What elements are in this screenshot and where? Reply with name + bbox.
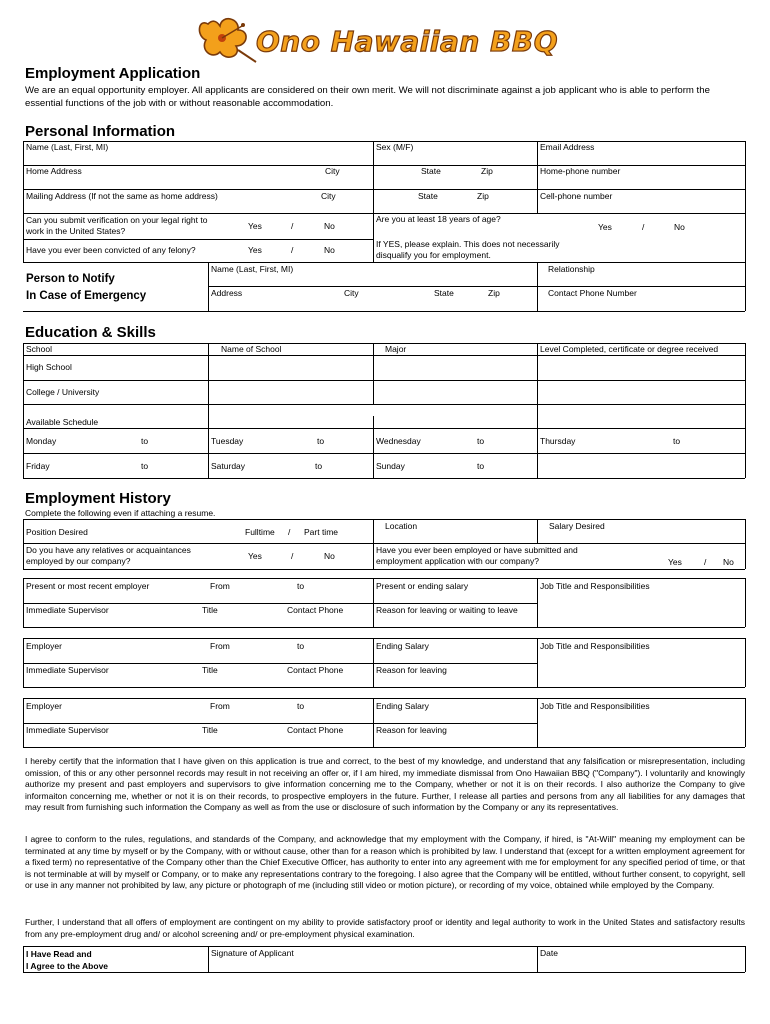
employer2-phone-label: Contact Phone [287,665,344,675]
employer2-responsibilities-label: Job Title and Responsibilities [540,641,650,651]
high-school-level-field[interactable] [538,356,744,379]
verify-slash: / [291,221,294,231]
employer2-name-field[interactable] [24,651,372,662]
sunday-label: Sunday [376,461,405,471]
intro-text: We are an equal opportunity employer. All applicants are considered on their own merit. We will not discriminate against a job applicant who is able to perform the essential functions of the job with or without reasonable accommodation. [25,85,710,109]
recent-employer-label: Present or most recent employer [26,581,150,591]
employer2-title-label: Title [202,665,218,675]
saturday-to: to [315,461,323,471]
college-label: College / University [26,387,100,397]
offer-contingency-paragraph: Further, I understand that all offers of employment are contingent on my ability to provide satisfactory proof or identity and legal authority to work in the United States and satisfactory results from any pre-employment drug and/ or alcohol screening and/ or pre-employment physical examination. [25,917,745,939]
monday-to: to [141,436,149,446]
emergency-address-field[interactable] [209,298,536,310]
employer2-supervisor-field[interactable] [24,675,372,686]
emergency-phone-field[interactable] [538,298,744,310]
schedule-saturday-field[interactable] [209,454,372,477]
friday-label: Friday [26,461,50,471]
employer3-responsibilities-field[interactable] [538,711,744,746]
employer3-supervisor-field[interactable] [24,735,372,746]
tuesday-label: Tuesday [211,436,244,446]
level-col-header: Level Completed, certificate or degree received [540,344,719,354]
relatives-question: Do you have any relatives or acquaintances employed by our company? [26,545,191,566]
age-question: Are you at least 18 years of age? [376,214,501,224]
acknowledgement-line2: I Agree to the Above [26,961,109,971]
hibiscus-flower-icon [198,16,260,66]
acknowledgement-label [26,948,108,972]
date-label: Date [540,948,558,958]
mailing-address-field[interactable] [24,201,536,212]
employed-before-no-option[interactable]: No [723,557,734,567]
reason-leaving-label: Reason for leaving or waiting to leave [376,605,518,615]
emergency-heading-line2: In Case of Emergency [26,290,147,302]
verify-no-option[interactable]: No [324,221,335,231]
location-label: Location [385,521,418,531]
age-slash: / [642,222,645,232]
position-slash: / [288,527,291,537]
logo-wordmark: Ono Hawaiian BBQ [256,25,559,58]
schedule-tuesday-field[interactable] [209,429,372,452]
employer1-name-field[interactable] [24,591,372,602]
employed-before-question: Have you ever been employed or have submitted and employment application with our company? [376,545,578,566]
employer1-to-label: to [297,581,305,591]
position-desired-label: Position Desired [26,527,88,537]
schedule-sunday-field[interactable] [374,454,536,477]
contact-phone-label: Contact Phone Number [548,288,637,298]
schedule-wednesday-field[interactable] [374,429,536,452]
employer1-reason-field[interactable] [374,615,536,626]
employer3-name-field[interactable] [24,711,372,722]
schedule-monday-field[interactable] [24,429,207,452]
college-major-field[interactable] [374,381,536,403]
employer3-reason-label: Reason for leaving [376,725,447,735]
employer2-responsibilities-field[interactable] [538,651,744,686]
emergency-address-label: Address [211,288,243,298]
city-label: City [325,166,340,176]
state-label: State [418,191,438,201]
felony-yes-option[interactable]: Yes [248,245,262,255]
employer1-responsibilities-field[interactable] [538,591,744,626]
felony-slash: / [291,245,294,255]
emergency-name-label: Name (Last, First, MI) [211,264,294,274]
education-heading: Education & Skills [25,324,156,341]
monday-label: Monday [26,436,57,446]
employer2-to-label: to [297,641,305,651]
present-salary-label: Present or ending salary [376,581,469,591]
zip-label: Zip [477,191,489,201]
employer1-supervisor-field[interactable] [24,615,372,626]
high-school-label: High School [26,362,72,372]
employer2-reason-label: Reason for leaving [376,665,447,675]
emergency-name-field[interactable] [209,274,536,285]
home-phone-label: Home-phone number [540,166,621,176]
relatives-slash: / [291,551,294,561]
email-field[interactable] [538,152,744,164]
zip-label: Zip [481,166,493,176]
parttime-option[interactable]: Part time [304,527,339,537]
emergency-zip-label: Zip [488,288,500,298]
emergency-state-label: State [434,288,454,298]
fulltime-option[interactable]: Fulltime [245,527,275,537]
friday-to: to [141,461,149,471]
felony-question: Have you ever been convicted of any felony? [26,245,196,255]
sex-label: Sex (M/F) [376,142,414,152]
age-no-option[interactable]: No [674,222,685,232]
relatives-no-option[interactable]: No [324,551,335,561]
wednesday-to: to [477,436,485,446]
name-label: Name (Last, First, MI) [26,142,109,152]
supervisor-phone-label: Contact Phone [287,605,344,615]
cell-phone-field[interactable] [538,201,744,212]
supervisor-label: Immediate Supervisor [26,605,109,615]
verify-yes-option[interactable]: Yes [248,221,262,231]
employer3-reason-field[interactable] [374,735,536,746]
work-verification-question: Can you submit verification on your legal right to work in the United States? [26,215,208,236]
employer2-label: Employer [26,641,62,651]
signature-label: Signature of Applicant [211,948,294,958]
school-col-header: School [26,344,52,354]
sex-field[interactable] [374,152,536,164]
employer1-salary-field[interactable] [374,591,536,602]
saturday-label: Saturday [211,461,246,471]
employer2-salary-field[interactable] [374,651,536,662]
high-school-name-field[interactable] [209,356,372,379]
college-name-field[interactable] [209,381,372,403]
felony-explain-label: If YES, please explain. This does not necessarily disqualify you for employment. [376,239,560,260]
tuesday-to: to [317,436,325,446]
home-phone-field[interactable] [538,176,744,188]
supervisor-title-label: Title [202,605,218,615]
cell-phone-label: Cell-phone number [540,191,613,201]
employer2-supervisor-label: Immediate Supervisor [26,665,109,675]
employer3-label: Employer [26,701,62,711]
emergency-heading-line1: Person to Notify [26,273,115,285]
employer2-reason-field[interactable] [374,675,536,686]
home-address-label: Home Address [26,166,82,176]
location-field[interactable] [374,531,536,542]
school-name-col-header: Name of School [221,344,282,354]
thursday-to: to [673,436,681,446]
employer3-phone-label: Contact Phone [287,725,344,735]
college-level-field[interactable] [538,381,744,403]
employed-before-slash: / [704,557,707,567]
state-label: State [421,166,441,176]
email-label: Email Address [540,142,595,152]
relatives-yes-option[interactable]: Yes [248,551,262,561]
acknowledgement-line1: I Have Read and [26,949,92,959]
available-schedule-label: Available Schedule [26,417,99,427]
employer3-title-label: Title [202,725,218,735]
employer3-responsibilities-label: Job Title and Responsibilities [540,701,650,711]
employer3-to-label: to [297,701,305,711]
high-school-major-field[interactable] [374,356,536,379]
schedule-thursday-field[interactable] [538,429,744,452]
employer3-from-label: From [210,701,230,711]
at-will-paragraph: I agree to conform to the rules, regulations, and standards of the Company, and acknowledge that my employment with the Company, if hired, is "At-Will" meaning my employment can be terminated at any time by myself or by the Company, with or without cause, other than for a reason which is prohibited by law. I understand that (except for a written employment agreement for a fixed term) no representative of the Company other than the Chief Executive Officer, has authority to enter into any agreement with me for employment for any specified period of time, or that is not terminable at will by myself or Company, or to make any representations contrary to the foregoing. I also agree that the Company will be entitled, without further consent, to copyright, sell or use in any manner not prohibited by law, any picture or photograph of me (including still video or motion picture), or recording of my voice, obtained while employed by the Company. [25,834,745,891]
employment-heading: Employment History [25,490,171,507]
employed-before-yes-option[interactable]: Yes [668,557,682,567]
employer1-from-label: From [210,581,230,591]
felony-no-option[interactable]: No [324,245,335,255]
employer3-supervisor-label: Immediate Supervisor [26,725,109,735]
date-field[interactable] [538,958,744,971]
employer3-salary-field[interactable] [374,711,536,722]
wednesday-label: Wednesday [376,436,421,446]
age-yes-option[interactable]: Yes [598,222,612,232]
employment-subtitle: Complete the following even if attaching a resume. [25,508,216,518]
job-title-responsibilities-label: Job Title and Responsibilities [540,581,650,591]
page-title: Employment Application [25,65,201,82]
relationship-field[interactable] [538,274,744,285]
company-logo [198,16,559,66]
home-address-field[interactable] [24,176,536,188]
certification-paragraph: I hereby certify that the information that I have given on this application is true and correct, to the best of my knowledge, and understand that any falsification or misrepresentation, including omission, of this or any other personnel records may result in not receiving an offer or, if I am hired, my immediate dismissal from Ono Hawaiian BBQ ("Company"). I voluntarily and knowingly authorize my present and past employers and supervisors to give information concerning me to the Company, whether or not it is on their records. I also authorize the Company to give informaiton concerning me, whether or not it is on their records, to prospective employers in the future. Further, I release all parties and persons from any all liabilities for any damages that may result from furnishing such information the Company as well as from the use or disclosure of such information by the Company or any its representatives. [25,756,745,813]
name-field[interactable] [24,152,372,164]
sunday-to: to [477,461,485,471]
emergency-contact-heading [26,271,146,305]
emergency-city-label: City [344,288,359,298]
employer2-salary-label: Ending Salary [376,641,429,651]
city-label: City [321,191,336,201]
felony-explain-field[interactable] [582,239,744,261]
major-col-header: Major [385,344,407,354]
employer3-salary-label: Ending Salary [376,701,429,711]
salary-desired-label: Salary Desired [549,521,605,531]
employer2-from-label: From [210,641,230,651]
signature-field[interactable] [209,958,536,971]
salary-desired-field[interactable] [538,531,744,542]
thursday-label: Thursday [540,436,576,446]
mailing-address-label: Mailing Address (If not the same as home address) [26,191,218,201]
schedule-friday-field[interactable] [24,454,207,477]
relationship-label: Relationship [548,264,595,274]
personal-heading: Personal Information [25,123,176,140]
